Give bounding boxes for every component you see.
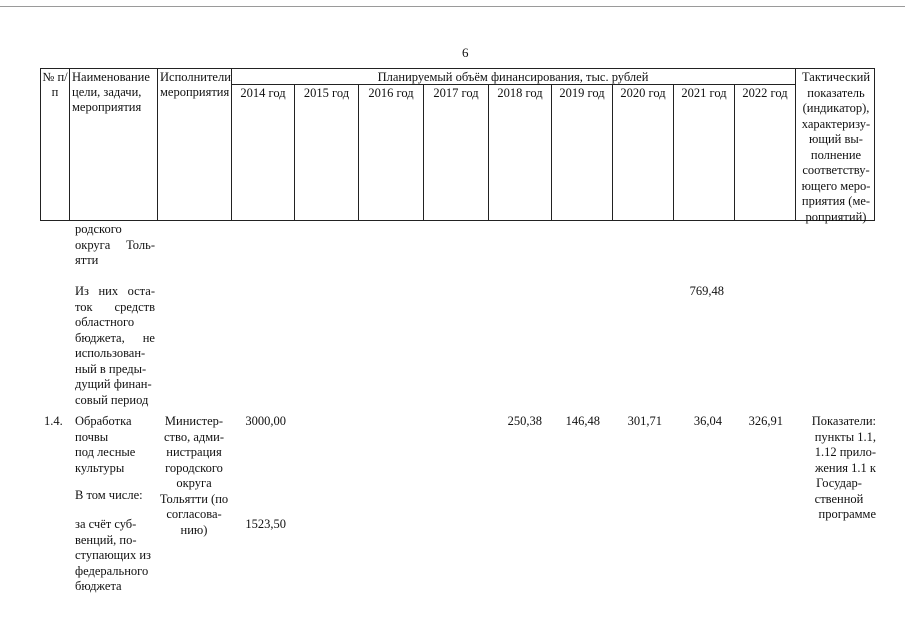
- row-name: [75, 414, 157, 476]
- col-divider: [551, 85, 552, 221]
- value-2022: 326,91: [748, 414, 783, 428]
- col-divider: [358, 85, 359, 221]
- page-number: 6: [462, 45, 469, 60]
- text-line: родского: [75, 222, 122, 236]
- subvention-value-2014: 1523,50: [245, 517, 286, 531]
- header-year: 2020 год: [620, 86, 666, 100]
- text-line: программе: [818, 507, 876, 521]
- header-year: 2016 год: [368, 86, 414, 100]
- header-executors: Исполнители мероприятия: [160, 70, 231, 99]
- header-planned-funding: Планируемый объём финансирования, тыс. рублей: [377, 70, 649, 84]
- text-line: Министер-: [164, 414, 224, 428]
- text-line: ятти: [75, 253, 99, 267]
- col-divider: [612, 85, 613, 221]
- text-line: федерального: [75, 563, 149, 578]
- text-line: пункты 1.1,: [814, 429, 876, 444]
- text-line: жения 1.1 к: [814, 460, 876, 475]
- text-line: нию): [180, 522, 208, 537]
- text-line: ток средств: [75, 299, 155, 314]
- value-2019: 146,48: [565, 414, 600, 428]
- col-divider: [294, 85, 295, 221]
- value-2021: 36,04: [693, 414, 722, 428]
- text-line: Тольятти (по: [159, 491, 229, 506]
- text-line: использован-: [75, 346, 146, 360]
- header-indicator: Тактический показатель (индикатор), характеризу- ющий вы- полнение соответству- ющего меро- приятия (ме- роприятий): [801, 70, 871, 224]
- header-name: Наименование цели, задачи, мероприятия: [72, 70, 150, 114]
- col-divider: [69, 69, 70, 221]
- row-indicator: [796, 414, 876, 523]
- table-header: [40, 68, 875, 224]
- text-line: за счёт суб-: [75, 517, 137, 531]
- text-line: ступающих из: [75, 548, 151, 562]
- row-subvention-name: [75, 517, 157, 595]
- col-divider: [423, 85, 424, 221]
- value-2018: 250,38: [507, 414, 542, 428]
- text-line: Государ-: [816, 476, 862, 490]
- text-line: культуры: [75, 460, 125, 475]
- header-year: 2015 год: [303, 86, 350, 100]
- text-line: Показатели:: [811, 414, 876, 428]
- row-executors: [158, 414, 230, 538]
- text-line: бюджета, не: [75, 330, 155, 345]
- text-line: округа: [176, 476, 212, 490]
- row-including: В том числе:: [75, 488, 143, 502]
- text-line: областного: [75, 315, 135, 329]
- text-line: округа Толь-: [75, 237, 155, 252]
- text-line: под лесные: [75, 445, 136, 459]
- text-line: бюджета: [75, 579, 122, 593]
- continued-name: [75, 222, 155, 269]
- text-line: согласова-: [166, 507, 222, 521]
- text-line: нистрация: [166, 445, 222, 459]
- header-no: № п/п: [42, 70, 68, 99]
- text-line: почвы: [75, 429, 109, 444]
- col-divider: [734, 85, 735, 221]
- text-line: Из них оста-: [75, 284, 155, 298]
- text-line: ство, адми-: [164, 429, 224, 444]
- text-line: венций, по-: [75, 532, 137, 547]
- text-line: Обработка: [75, 414, 132, 428]
- text-line: городского: [165, 460, 223, 475]
- col-divider: [673, 85, 674, 221]
- text-line: 1.12 прило-: [814, 445, 876, 459]
- text-line: дущий финан-: [75, 377, 152, 391]
- text-line: ный в преды-: [75, 361, 147, 376]
- text-line: ственной: [814, 491, 864, 506]
- header-year: 2017 год: [433, 86, 479, 100]
- col-divider: [157, 69, 158, 221]
- value-2014: 3000,00: [245, 414, 286, 428]
- remainder-name: [75, 284, 155, 408]
- header-year: 2022 год: [742, 86, 788, 100]
- text-line: совый период: [75, 392, 149, 407]
- remainder-value-2021: 769,48: [689, 284, 724, 298]
- col-divider: [795, 69, 796, 221]
- row-number: 1.4.: [44, 414, 63, 428]
- page-top-rule: [0, 6, 905, 7]
- value-2020: 301,71: [627, 414, 662, 428]
- col-divider: [488, 85, 489, 221]
- header-year: 2021 год: [681, 86, 727, 100]
- header-year: 2014 год: [240, 86, 286, 100]
- header-year: 2019 год: [559, 86, 605, 100]
- header-year: 2018 год: [497, 86, 543, 100]
